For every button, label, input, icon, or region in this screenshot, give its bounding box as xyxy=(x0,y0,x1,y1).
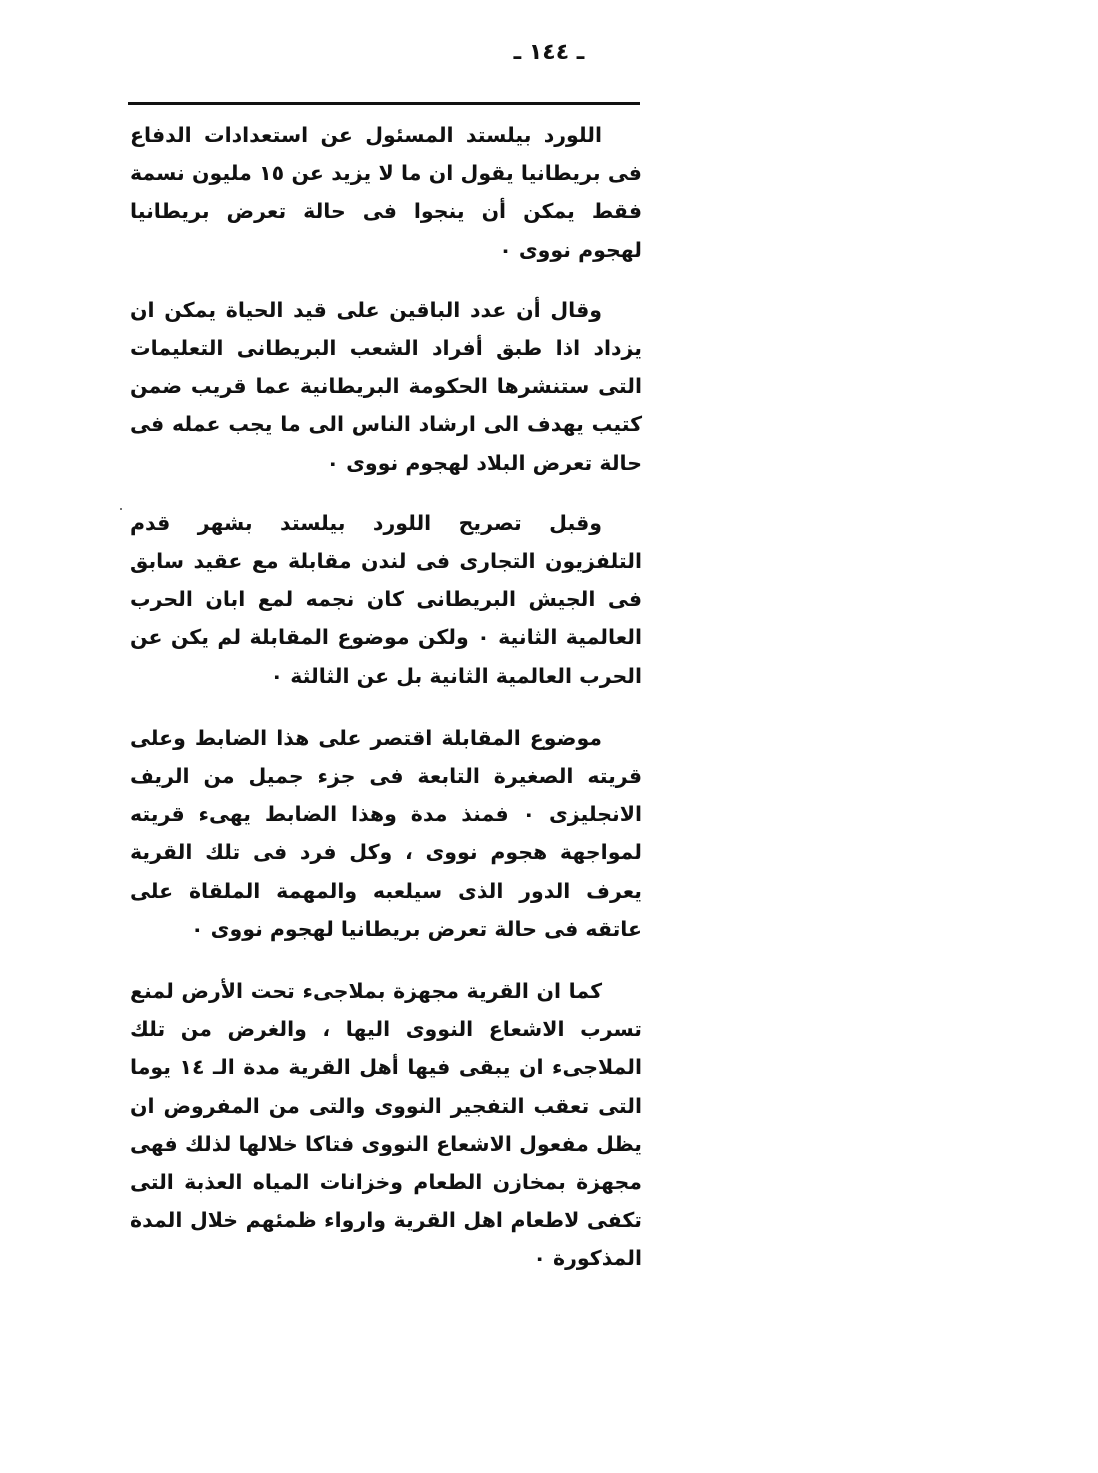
paragraph-5: كما ان القرية مجهزة بملاجىء تحت الأرض لمنع تسرب الاشعاع النووى اليها ، والغرض من تلك الملاجىء ان يبقى فيها أهل القرية مدة الـ ١٤ يوما التى تعقب التفجير النووى والتى من المفروض ان يظل مفعول الاشعاع النووى فتاكا خلالها لذلك فهى مجهزة بمخازن الطعام وخزانات المياه العذبة التى تكفى لاطعام اهل القرية وارواء ظمئهم خلال المدة المذكورة ٠ xyxy=(130,979,643,1271)
paragraph-1: اللورد بيلستد المسئول عن استعدادات الدفاع فى بريطانيا يقول ان ما لا يزيد عن ١٥ مليون نسمة فقط يمكن أن ينجوا فى حالة تعرض بريطانيا لهجوم نووى ٠ xyxy=(130,123,642,262)
scan-speck xyxy=(120,508,122,510)
header-rule xyxy=(128,102,640,105)
paragraph-3: وقبل تصريح اللورد بيلستد بشهر قدم التلفزيون التجارى فى لندن مقابلة مع عقيد سابق فى الجيش البريطانى كان نجمه لمع ابان الحرب العالمية الثانية ٠ ولكن موضوع المقابلة لم يكن عن الحرب العالمية الثانية بل عن الثالثة ٠ xyxy=(130,510,642,688)
text-column xyxy=(130,116,642,1298)
page-number: ـ ١٤٤ ـ xyxy=(513,40,585,65)
paragraph-2: وقال أن عدد الباقين على قيد الحياة يمكن ان يزداد اذا طبق أفراد الشعب البريطانى التعليمات التى ستنشرها الحكومة البريطانية عما قريب ضمن كتيب يهدف الى ارشاد الناس الى ما يجب عمله فى حالة تعرض البلاد لهجوم نووى ٠ xyxy=(130,297,642,475)
paragraph-4: موضوع المقابلة اقتصر على هذا الضابط وعلى قريته الصغيرة التابعة فى جزء جميل من الريف الانجليزى ٠ فمنذ مدة وهذا الضابط يهىء قريته لمواجهة هجوم نووى ، وكل فرد فى تلك القرية يعرف الدور الذى سيلعبه والمهمة الملقاة على عاتقه فى حالة تعرض بريطانيا لهجوم نووى ٠ xyxy=(130,725,642,941)
